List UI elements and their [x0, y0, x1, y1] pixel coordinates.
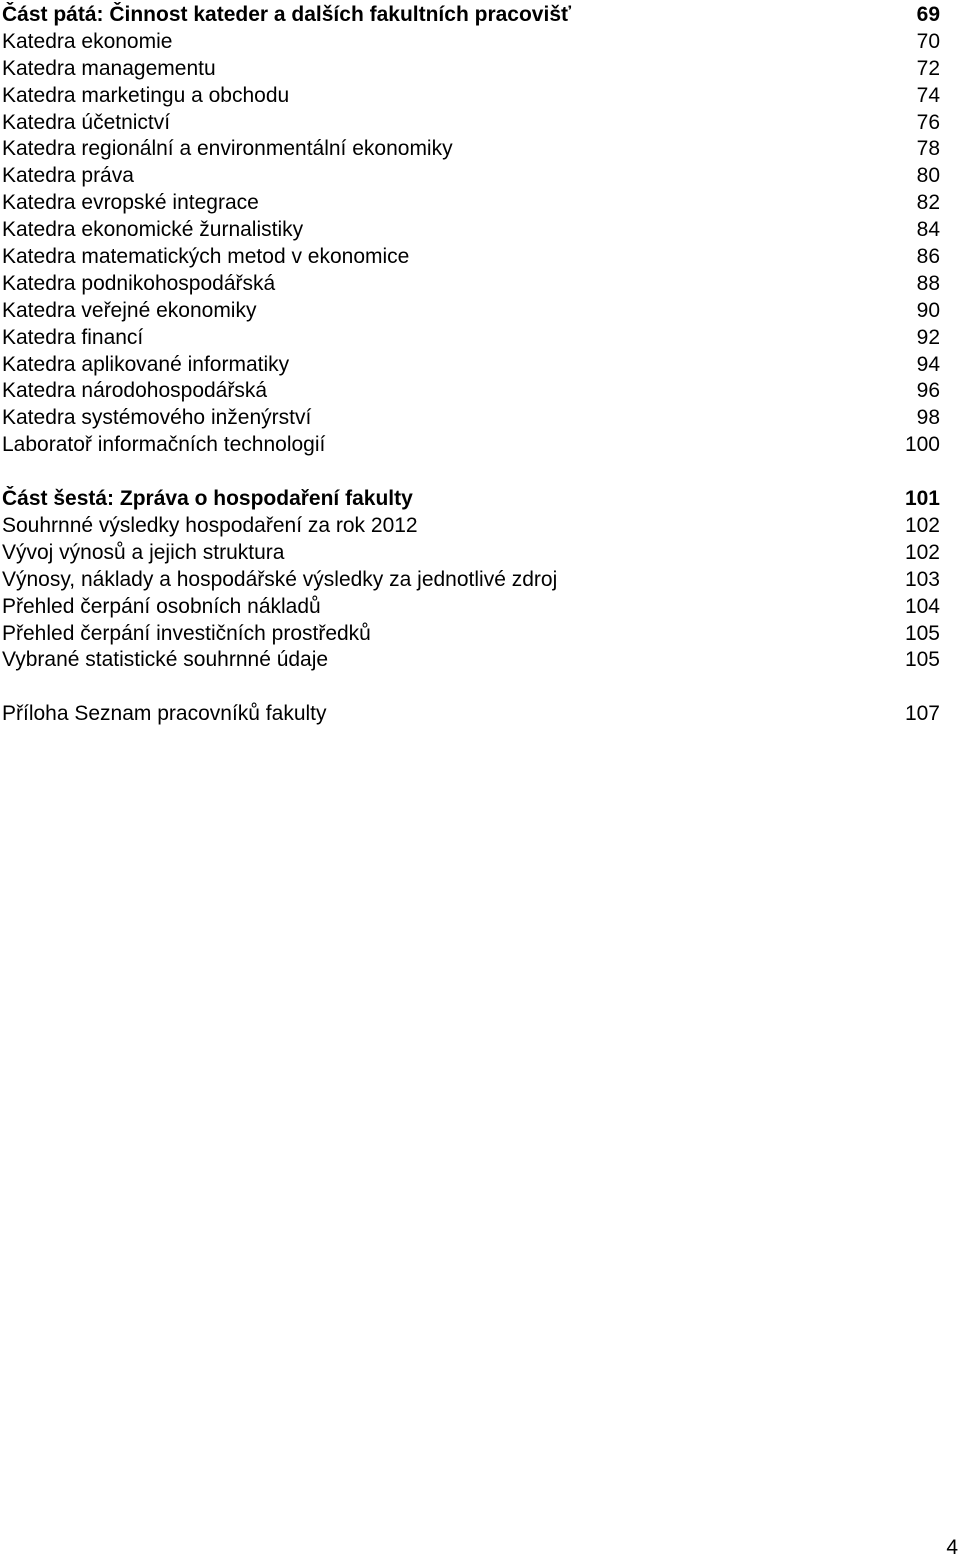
toc-entry: [2, 513, 940, 540]
toc-entry-page: 103: [904, 567, 940, 591]
toc-entry-page: 100: [904, 433, 940, 457]
toc-entry: [2, 378, 940, 405]
toc-entry: [2, 110, 940, 137]
toc-entry-title: Laboratoř informačních technologií: [2, 433, 326, 457]
table-of-contents: [2, 2, 940, 728]
toc-heading-page: 69: [916, 3, 940, 26]
toc-entry-page: 104: [904, 594, 940, 618]
toc-section-5: [2, 2, 940, 459]
toc-entry-title: Katedra práva: [2, 164, 134, 188]
toc-entry-page: 74: [916, 83, 940, 107]
toc-entry-page: 102: [904, 540, 940, 564]
toc-entry-page: 80: [916, 164, 940, 188]
toc-entry-title: Katedra evropské integrace: [2, 191, 259, 215]
toc-entry-title: Katedra ekonomie: [2, 29, 173, 53]
toc-entry-title: Přehled čerpání investičních prostředků: [2, 621, 371, 645]
toc-heading-section-6: [2, 486, 940, 513]
toc-entry-title: Souhrnné výsledky hospodaření za rok 2012: [2, 514, 418, 538]
toc-entry: [2, 647, 940, 674]
toc-entry: [2, 352, 940, 379]
toc-entry-appendix: [2, 701, 940, 728]
toc-entry: [2, 271, 940, 298]
toc-appendix: [2, 701, 940, 728]
toc-entry-title: Katedra financí: [2, 325, 144, 349]
toc-entry-page: 84: [916, 218, 940, 242]
toc-entry: [2, 567, 940, 594]
toc-heading-title: Část pátá: Činnost kateder a dalších fakultních pracovišť: [2, 3, 572, 26]
toc-entry: [2, 136, 940, 163]
toc-entry-page: 107: [904, 702, 940, 726]
toc-entry-page: 105: [904, 621, 940, 645]
toc-entry-title: Vybrané statistické souhrnné údaje: [2, 648, 329, 672]
toc-heading-page: 101: [904, 487, 940, 511]
toc-entry: [2, 594, 940, 621]
toc-entry-title: Katedra ekonomické žurnalistiky: [2, 218, 304, 242]
toc-entry: [2, 325, 940, 352]
page-number: 4: [946, 1536, 958, 1559]
toc-entry: [2, 298, 940, 325]
toc-entry-title: Příloha Seznam pracovníků fakulty: [2, 702, 327, 726]
toc-entry-page: 98: [916, 406, 940, 430]
toc-entry: [2, 621, 940, 648]
toc-entry: [2, 29, 940, 56]
toc-entry-title: Katedra účetnictví: [2, 110, 171, 134]
toc-section-6: [2, 486, 940, 674]
toc-entry: [2, 190, 940, 217]
toc-entry-page: 72: [916, 56, 940, 80]
toc-entry: [2, 540, 940, 567]
toc-entry-page: 76: [916, 110, 940, 134]
toc-heading-section-5: [2, 2, 940, 29]
toc-entry-page: 86: [916, 245, 940, 269]
toc-entry-title: Vývoj výnosů a jejich struktura: [2, 540, 285, 564]
toc-entry-page: 70: [916, 29, 940, 53]
toc-entry: [2, 432, 940, 459]
toc-entry-title: Katedra matematických metod v ekonomice: [2, 245, 410, 269]
toc-entry-title: Katedra aplikované informatiky: [2, 352, 290, 376]
toc-heading-title: Část šestá: Zpráva o hospodaření fakulty: [2, 487, 413, 511]
toc-entry-page: 92: [916, 325, 940, 349]
toc-entry-title: Katedra národohospodářská: [2, 379, 268, 403]
toc-entry-page: 90: [916, 298, 940, 322]
toc-entry-page: 105: [904, 648, 940, 672]
toc-entry: [2, 56, 940, 83]
toc-entry-page: 78: [916, 137, 940, 161]
toc-entry-page: 94: [916, 352, 940, 376]
toc-entry-title: Katedra managementu: [2, 56, 216, 80]
toc-entry-page: 82: [916, 191, 940, 215]
toc-entry: [2, 83, 940, 110]
toc-entry-title: Katedra regionální a environmentální ekonomiky: [2, 137, 453, 161]
toc-entry: [2, 244, 940, 271]
toc-entry-title: Katedra marketingu a obchodu: [2, 83, 290, 107]
toc-entry-page: 88: [916, 271, 940, 295]
toc-entry-title: Přehled čerpání osobních nákladů: [2, 594, 321, 618]
toc-entry-page: 102: [904, 514, 940, 538]
toc-entry: [2, 163, 940, 190]
toc-entry-title: Katedra podnikohospodářská: [2, 271, 276, 295]
toc-entry: [2, 405, 940, 432]
toc-entry: [2, 217, 940, 244]
toc-entry-title: Výnosy, náklady a hospodářské výsledky za jednotlivé zdroj: [2, 567, 558, 591]
toc-entry-title: Katedra veřejné ekonomiky: [2, 298, 257, 322]
toc-entry-page: 96: [916, 379, 940, 403]
toc-entry-title: Katedra systémového inženýrství: [2, 406, 312, 430]
